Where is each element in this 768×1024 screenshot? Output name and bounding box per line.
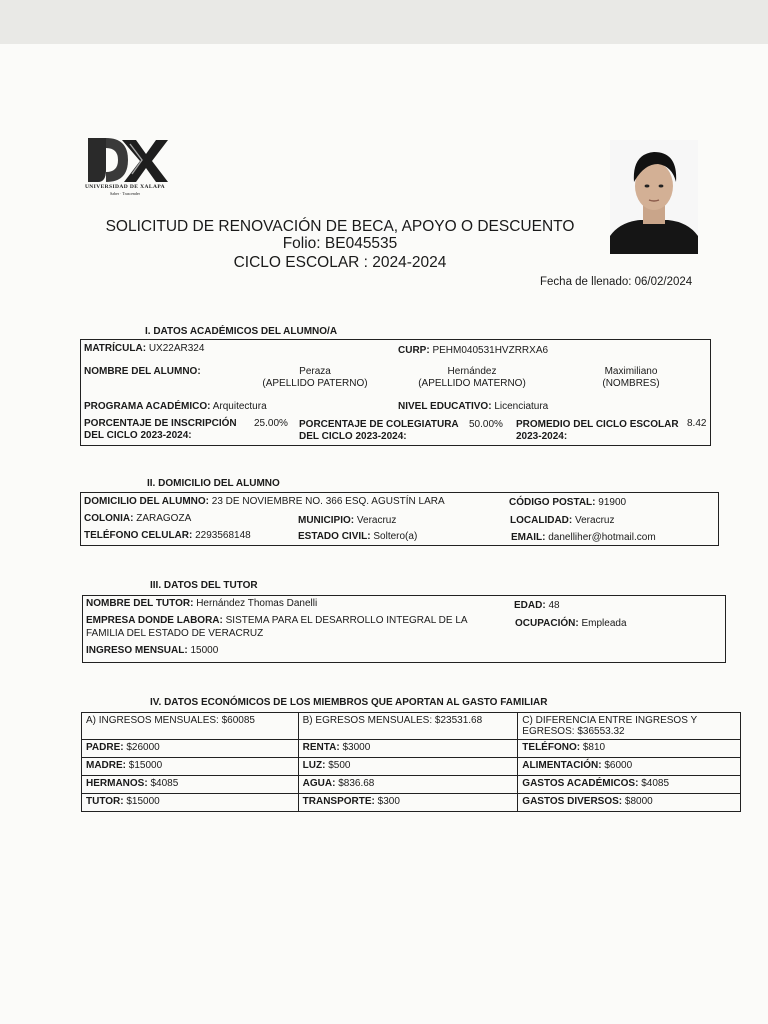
economic-table (81, 712, 741, 812)
section-title-tutor: III. DATOS DEL TUTOR (150, 580, 258, 591)
colegiatura-label-2: DEL CICLO 2023-2024: (299, 431, 407, 442)
renta-cell: RENTA: $3000 (298, 740, 518, 758)
form-title: SOLICITUD DE RENOVACIÓN DE BECA, APOYO O DESCUENTO (105, 218, 575, 235)
colegiatura-value: 50.00% (469, 419, 503, 430)
scan-margin (0, 0, 768, 44)
tutor-ingreso-cell: TUTOR: $15000 (82, 794, 299, 812)
nombres: Maximiliano (604, 366, 658, 377)
student-photo (610, 140, 698, 254)
tutor-empresa-line-2: FAMILIA DEL ESTADO DE VERACRUZ (86, 628, 264, 639)
apellido-materno: Hernández (447, 366, 497, 377)
nombre-alumno-label: NOMBRE DEL ALUMNO: (84, 366, 201, 377)
inscripcion-label-2: DEL CICLO 2023-2024: (84, 430, 192, 441)
table-row (82, 713, 741, 740)
promedio-label-2: 2023-2024: (516, 431, 568, 442)
section-title-economicos: IV. DATOS ECONÓMICOS DE LOS MIEMBROS QUE APORTAN AL GASTO FAMILIAR (150, 697, 548, 708)
nombres-caption: (NOMBRES) (602, 378, 660, 389)
colegiatura-label: PORCENTAJE DE COLEGIATURA (299, 419, 459, 430)
apellido-paterno: Peraza (299, 366, 331, 377)
table-row (82, 758, 741, 776)
programa-field: PROGRAMA ACADÉMICO: Arquitectura (84, 401, 267, 412)
matricula-field: MATRÍCULA: UX22AR324 (84, 343, 205, 354)
table-row (82, 740, 741, 758)
section-title-domicilio: II. DOMICILIO DEL ALUMNO (147, 478, 280, 489)
apellido-materno-caption: (APELLIDO MATERNO) (418, 378, 526, 389)
municipio-field: MUNICIPIO: Veracruz (298, 515, 397, 526)
apellido-paterno-caption: (APELLIDO PATERNO) (262, 378, 368, 389)
tutor-ocupacion-field: OCUPACIÓN: Empleada (515, 618, 627, 629)
inscripcion-label: PORCENTAJE DE INSCRIPCIÓN (84, 418, 237, 429)
table-row (82, 776, 741, 794)
email-field: EMAIL: danelliher@hotmail.com (511, 532, 656, 543)
ingresos-mensuales-cell: A) INGRESOS MENSUALES: $60085 (82, 713, 299, 740)
hermanos-cell: HERMANOS: $4085 (82, 776, 299, 794)
codigo-postal-field: CÓDIGO POSTAL: 91900 (509, 497, 627, 508)
domicilio-field: DOMICILIO DEL ALUMNO: 23 DE NOVIEMBRE NO. 366 ESQ. AGUSTÍN LARA (84, 496, 445, 507)
inscripcion-value: 25.00% (254, 418, 288, 429)
ciclo-escolar: CICLO ESCOLAR : 2024-2024 (233, 254, 447, 271)
localidad-field: LOCALIDAD: Veracruz (510, 515, 615, 526)
nivel-field: NIVEL EDUCATIVO: Licenciatura (398, 401, 549, 412)
section-title-academicos: I. DATOS ACADÉMICOS DEL ALUMNO/A (145, 326, 338, 337)
table-row (82, 794, 741, 812)
telefono-field: TELÉFONO CELULAR: 2293568148 (84, 530, 251, 541)
luz-cell: LUZ: $500 (298, 758, 518, 776)
university-motto: Saber · Trascender (110, 191, 140, 196)
tutor-edad-field: EDAD: 48 (514, 600, 560, 611)
egresos-mensuales-cell: B) EGRESOS MENSUALES: $23531.68 (298, 713, 518, 740)
diferencia-cell: C) DIFERENCIA ENTRE INGRESOS Y EGRESOS: $36553.32 (518, 713, 741, 740)
agua-cell: AGUA: $836.68 (298, 776, 518, 794)
padre-cell: PADRE: $26000 (82, 740, 299, 758)
fecha-llenado: Fecha de llenado: 06/02/2024 (540, 276, 693, 288)
promedio-label: PROMEDIO DEL CICLO ESCOLAR (516, 419, 679, 430)
promedio-value: 8.42 (687, 418, 707, 429)
university-name: UNIVERSIDAD DE XALAPA (84, 184, 166, 190)
estado-civil-field: ESTADO CIVIL: Soltero(a) (298, 531, 418, 542)
colonia-field: COLONIA: ZARAGOZA (84, 513, 192, 524)
curp-field: CURP: PEHM040531HVZRRXA6 (398, 345, 549, 356)
tutor-empresa-field: EMPRESA DONDE LABORA: SISTEMA PARA EL DESARROLLO INTEGRAL DE LA (86, 615, 468, 626)
gastos-academicos-cell: GASTOS ACADÉMICOS: $4085 (518, 776, 741, 794)
transporte-cell: TRANSPORTE: $300 (298, 794, 518, 812)
alimentacion-cell: ALIMENTACIÓN: $6000 (518, 758, 741, 776)
folio: Folio: BE045535 (282, 235, 398, 252)
tutor-ingreso-field: INGRESO MENSUAL: 15000 (86, 645, 219, 656)
telefono-gasto-cell: TELÉFONO: $810 (518, 740, 741, 758)
tutor-nombre-field: NOMBRE DEL TUTOR: Hernández Thomas Danelli (86, 598, 318, 609)
madre-cell: MADRE: $15000 (82, 758, 299, 776)
gastos-diversos-cell: GASTOS DIVERSOS: $8000 (518, 794, 741, 812)
